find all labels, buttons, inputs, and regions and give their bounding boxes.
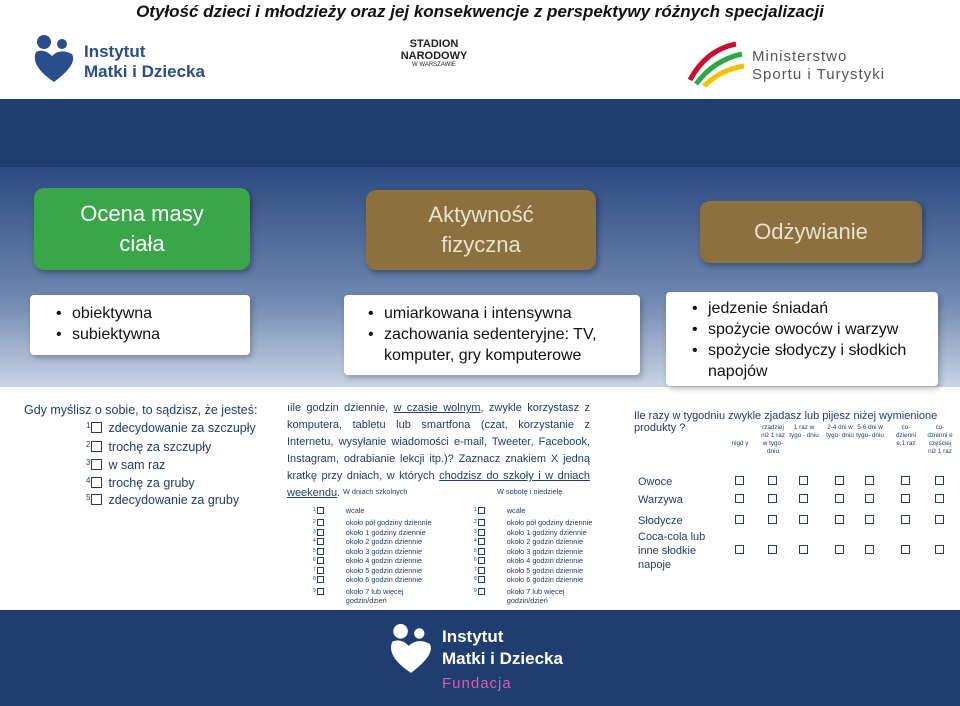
checkbox[interactable]: [768, 515, 777, 524]
checkbox[interactable]: [735, 494, 744, 503]
imid-logo: [32, 34, 222, 86]
stadion-logo-line2: NARODOWY: [400, 50, 468, 62]
heart-family-icon: [32, 34, 78, 84]
q1-option-label: trochę za szczupły: [108, 440, 212, 454]
q1-block: [24, 403, 274, 513]
q1-option-label: zdecydowanie za gruby: [108, 493, 240, 507]
q3-column-header: 2-4 dni w tygo- dniu: [826, 424, 854, 439]
q3-column-header: co- dzienni e częściej niż 1 raz: [927, 424, 953, 455]
checkbox[interactable]: [735, 515, 744, 524]
checkbox[interactable]: [317, 576, 324, 583]
checkbox[interactable]: [317, 538, 324, 545]
panel-item: • umiarkowana i intensywna: [366, 303, 640, 324]
q2-option-number: 7: [474, 567, 477, 573]
q2-option[interactable]: [474, 587, 604, 605]
checkbox[interactable]: [901, 515, 910, 524]
q2-option[interactable]: [474, 556, 604, 566]
q2-option-number: 1: [313, 507, 316, 513]
checkbox[interactable]: [865, 545, 874, 554]
page-title: Otyłość dzieci i młodzieży oraz jej konsekwencje z perspektywy różnych specjalizacji: [136, 2, 824, 21]
ministry-logo: [686, 40, 906, 90]
checkbox[interactable]: [478, 507, 485, 514]
panel-nutrition: [666, 292, 938, 386]
q2-option-number: 4: [474, 538, 477, 544]
imid-logo-line2: Matki i Dziecka: [84, 62, 205, 81]
q2-option-number: 4: [313, 538, 316, 544]
checkbox[interactable]: [901, 494, 910, 503]
checkbox[interactable]: [317, 507, 324, 514]
q2-option-label: około 7 lub więcej godzin/dzień: [506, 587, 565, 605]
q2-option-label: około 4 godzin dziennie: [506, 556, 584, 565]
checkbox[interactable]: [91, 441, 102, 452]
q2-option-number: 2: [313, 519, 316, 525]
heart-family-icon: [388, 623, 436, 675]
q2-option-label: około 5 godzin dziennie: [345, 566, 423, 575]
checkbox[interactable]: [799, 515, 808, 524]
q1-option-number: 2: [86, 440, 91, 449]
checkbox[interactable]: [317, 519, 324, 526]
q2-option-label: około pół godziny dziennie: [506, 518, 593, 527]
box-physical-activity: [366, 190, 596, 270]
checkbox[interactable]: [478, 519, 485, 526]
q2-option-number: 8: [313, 576, 316, 582]
box-nutrition-label: Odżywianie: [754, 219, 868, 244]
checkbox[interactable]: [901, 545, 910, 554]
panel-item: • zachowania sedenteryjne: TV, komputer, gry komputerowe: [366, 324, 640, 366]
panel-item: • subiektywna: [54, 324, 250, 345]
checkbox[interactable]: [317, 567, 324, 574]
checkbox[interactable]: [935, 515, 944, 524]
q1-option[interactable]: [86, 493, 239, 507]
q2-col-school: W dniach szkolnych: [343, 487, 408, 496]
q1-option[interactable]: [86, 440, 211, 454]
checkbox[interactable]: [91, 459, 102, 470]
box-nutrition: [700, 201, 922, 263]
q1-option-label: zdecydowanie za szczupły: [108, 421, 256, 435]
q3-column-header: 1 raz w tygo - dniu: [789, 424, 819, 439]
q2-option-label: około 4 godzin dziennie: [345, 556, 423, 565]
checkbox[interactable]: [735, 545, 744, 554]
checkbox[interactable]: [768, 545, 777, 554]
q2-option-number: 3: [313, 529, 316, 535]
q1-option-number: 3: [86, 458, 91, 467]
q2-option-label: wcale: [506, 506, 526, 515]
q2-option[interactable]: [474, 575, 604, 585]
box-physical-activity-label: Aktywność fizyczna: [428, 202, 534, 257]
q2-option[interactable]: [313, 587, 443, 605]
panel-item: • spożycie słodyczy i słodkich napojów: [690, 340, 938, 382]
q1-option-number: 4: [86, 476, 91, 485]
q3-row-label: Coca-cola lub inne słodkie napoje: [638, 531, 706, 571]
q1-option[interactable]: [86, 421, 256, 435]
q3-column-header: nigd y: [731, 440, 749, 447]
q2-text-b: , zwykle korzystasz z komputera, tabletu lub smartfona (czat, korzystanie z Internetu, wysyłanie wiadomości e-mail, Tweeter, Facebook, Instagram, odrabianie lekcji itp.)? Zaznacz znakiem X jedną kratkę przy dniach, w których: [287, 402, 590, 482]
q2-option-label: około 7 lub więcej godzin/dzień: [345, 587, 404, 605]
checkbox[interactable]: [865, 515, 874, 524]
q2-option-number: 5: [313, 548, 316, 554]
q2-option[interactable]: [313, 556, 443, 566]
checkbox[interactable]: [478, 576, 485, 583]
ministry-logo-line1: Ministerstwo: [752, 48, 848, 65]
q1-option-number: 1: [86, 421, 91, 430]
checkbox[interactable]: [835, 476, 844, 485]
checkbox[interactable]: [317, 588, 324, 595]
box-body-mass: [34, 188, 250, 270]
q2-option-label: około 6 godzin dziennie: [345, 575, 423, 584]
checkbox[interactable]: [317, 529, 324, 536]
panel-body-mass: [30, 295, 250, 355]
q2-option-label: około 2 godzin dziennie: [506, 537, 584, 546]
panel-item: • jedzenie śniadań: [690, 298, 938, 319]
imid-logo-line1: Instytut: [84, 42, 146, 61]
footer-imid-logo: [388, 617, 588, 697]
q2-option-label: około 1 godziny dziennie: [506, 528, 587, 537]
stadion-logo-line1: STADION: [409, 38, 459, 50]
panel-item: • spożycie owoców i warzyw: [690, 319, 938, 340]
q3-row-label: Owoce: [638, 476, 673, 488]
q1-option-label: w sam raz: [108, 458, 166, 472]
q2-option[interactable]: [313, 506, 443, 516]
checkbox[interactable]: [935, 476, 944, 485]
footer-logo-line1: Instytut: [442, 627, 504, 646]
checkbox[interactable]: [835, 545, 844, 554]
checkbox[interactable]: [317, 557, 324, 564]
checkbox[interactable]: [799, 476, 808, 485]
q2-option-number: 2: [474, 519, 477, 525]
q1-option-label: trochę za gruby: [108, 476, 195, 490]
ministry-swoosh-icon: [686, 40, 746, 88]
checkbox[interactable]: [835, 515, 844, 524]
q3-row-label: Słodycze: [638, 515, 683, 527]
q2-option-number: 3: [474, 529, 477, 535]
q2-text-a: ıile godzin dziennie,: [287, 402, 394, 414]
checkbox[interactable]: [768, 494, 777, 503]
q2-text-underlined-1: w czasie wolnym: [393, 402, 481, 414]
q2-option-number: 7: [313, 567, 316, 573]
panel-physical-activity: [344, 295, 640, 375]
checkbox[interactable]: [478, 567, 485, 574]
checkbox[interactable]: [935, 494, 944, 503]
q2-option[interactable]: [313, 537, 443, 547]
checkbox[interactable]: [478, 557, 485, 564]
footer-fundacja: Fundacja: [442, 675, 512, 692]
stadion-logo: [384, 38, 484, 90]
checkbox[interactable]: [901, 476, 910, 485]
q3-question: Ile razy w tygodniu zwykle zjadasz lub pijesz niżej wymienione produkty ?: [634, 410, 938, 434]
stadion-logo-line3: W WARSZAWIE: [412, 62, 456, 68]
q2-option-label: około pół godziny dziennie: [345, 518, 432, 527]
checkbox[interactable]: [91, 477, 102, 488]
checkbox[interactable]: [478, 548, 485, 555]
checkbox[interactable]: [799, 545, 808, 554]
q2-option-label: około 3 godzin dziennie: [345, 547, 423, 556]
q2-option-label: wcale: [345, 506, 365, 515]
header-band: [0, 99, 960, 167]
checkbox[interactable]: [91, 422, 102, 433]
checkbox[interactable]: [865, 476, 874, 485]
checkbox[interactable]: [799, 494, 808, 503]
checkbox[interactable]: [317, 548, 324, 555]
q2-option-label: około 1 godziny dziennie: [345, 528, 426, 537]
q2-option-number: 9: [313, 588, 316, 594]
q2-option[interactable]: [313, 518, 443, 528]
checkbox[interactable]: [735, 476, 744, 485]
q1-option-number: 5: [86, 493, 91, 502]
panel-item: • obiektywna: [54, 303, 250, 324]
q2-text-c: .: [337, 487, 341, 499]
q1-question: Gdy myślisz o sobie, to sądzisz, że jesteś:: [24, 403, 258, 417]
checkbox[interactable]: [91, 494, 102, 505]
q1-option[interactable]: [86, 458, 165, 472]
q3-row-label: Warzywa: [638, 494, 683, 506]
checkbox[interactable]: [865, 494, 874, 503]
q2-option-number: 9: [474, 588, 477, 594]
checkbox[interactable]: [478, 529, 485, 536]
q2-option-number: 5: [474, 548, 477, 554]
q2-option[interactable]: [474, 537, 604, 547]
box-body-mass-label: Ocena masy ciała: [80, 201, 204, 256]
checkbox[interactable]: [478, 538, 485, 545]
checkbox[interactable]: [478, 588, 485, 595]
q2-option-number: 6: [474, 557, 477, 563]
q2-text-underlined-2: chodzisz do szkoły i w dniach weekendu: [287, 470, 590, 499]
q2-option[interactable]: [313, 575, 443, 585]
q2-option-label: około 2 godzin dziennie: [345, 537, 423, 546]
q1-option[interactable]: [86, 476, 195, 490]
q3-column-header: co- dzienni e,1 raz: [896, 424, 916, 447]
q2-option-number: 6: [313, 557, 316, 563]
footer-logo-line2: Matki i Dziecka: [442, 649, 563, 668]
checkbox[interactable]: [768, 476, 777, 485]
ministry-logo-line2: Sportu i Turystyki: [752, 66, 886, 83]
q3-column-header: 5-6 dni w tygo- dniu: [856, 424, 884, 439]
q2-col-weekend: W sobotę i niedzielę: [497, 487, 563, 496]
q2-option-number: 1: [474, 507, 477, 513]
q2-option-number: 8: [474, 576, 477, 582]
checkbox[interactable]: [835, 494, 844, 503]
q2-option-label: około 5 godzin dziennie: [506, 566, 584, 575]
q2-option-label: około 6 godzin dziennie: [506, 575, 584, 584]
checkbox[interactable]: [935, 545, 944, 554]
q3-column-header: rzadziej niż 1 raz w tygo- dniu: [761, 424, 785, 455]
q2-option[interactable]: [474, 506, 604, 516]
q2-option[interactable]: [474, 518, 604, 528]
q2-option-label: około 3 godzin dziennie: [506, 547, 584, 556]
